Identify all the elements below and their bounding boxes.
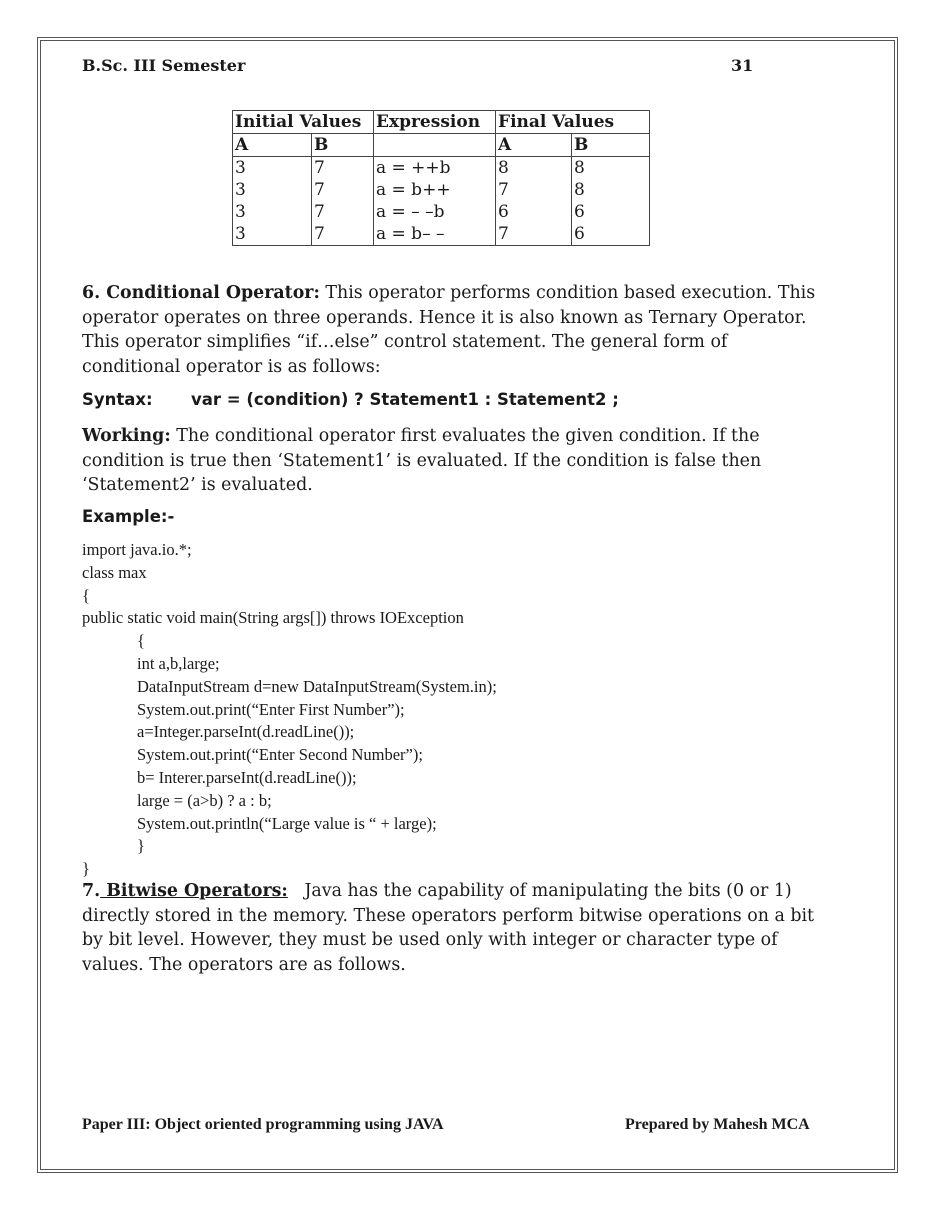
example-label: Example:-: [82, 507, 175, 526]
table-cell: 7: [312, 179, 374, 201]
table-cell: a = b– –: [374, 223, 496, 246]
table-cell: 6: [496, 201, 572, 223]
code-line: {: [82, 585, 90, 605]
code-line: large = (a>b) ? a : b;: [137, 790, 272, 810]
section-7-text: values. The operators are as follows.: [82, 954, 406, 975]
table-row: [233, 201, 650, 223]
code-line: a=Integer.parseInt(d.readLine());: [137, 722, 355, 742]
code-block: [82, 539, 497, 881]
table-cell: 8: [572, 157, 650, 180]
section-7-number: 7.: [82, 881, 101, 901]
table-header-expression: Expression: [374, 111, 496, 134]
syntax-label: Syntax:: [82, 390, 153, 409]
table-cell: 3: [233, 179, 312, 201]
code-line: import java.io.*;: [82, 540, 192, 559]
table-header-final-values: Final Values: [496, 111, 650, 134]
table-cell: 7: [312, 201, 374, 223]
section-7-text: Java has the capability of manipulating the bits (0 or 1): [287, 881, 792, 901]
table-row: [233, 157, 650, 180]
syntax-text: var = (condition) ? Statement1 : Statement2 ;: [191, 390, 619, 409]
table-cell: 6: [572, 201, 650, 223]
table-header-initial-values: Initial Values: [233, 111, 374, 134]
code-line: DataInputStream d=new DataInputStream(System.in);: [137, 676, 497, 696]
table-cell: 8: [496, 157, 572, 180]
table-row: [233, 223, 650, 246]
table-cell: 3: [233, 201, 312, 223]
table-row: [233, 179, 650, 201]
header-course: B.Sc. III Semester: [82, 56, 246, 75]
table-subheader-a: A: [233, 134, 312, 157]
increment-decrement-table: [232, 110, 650, 246]
table-cell: 3: [233, 223, 312, 246]
working-text: The conditional operator first evaluates the given condition. If the: [170, 426, 760, 446]
page-number: 31: [731, 56, 754, 75]
code-line: {: [137, 631, 145, 651]
section-6-text: conditional operator is as follows:: [82, 356, 381, 377]
table-cell: a = b++: [374, 179, 496, 201]
section-7-paragraph: [82, 879, 827, 977]
table-subheader-b: B: [572, 134, 650, 157]
footer-paper-title: Paper III: Object oriented programming using JAVA: [82, 1116, 444, 1133]
code-line: b= Interer.parseInt(d.readLine());: [137, 767, 357, 787]
section-7-heading: Bitwise Operators:: [100, 881, 288, 901]
section-7-text: directly stored in the memory. These operators perform bitwise operations on a bit: [82, 905, 815, 926]
table-cell: a = ++b: [374, 157, 496, 180]
code-line: System.out.print(“Enter Second Number”);: [137, 745, 423, 765]
table-group-header-row: [233, 111, 650, 134]
section-6-text: This operator simplifies “if…else” control statement. The general form of: [82, 332, 728, 352]
working-paragraph: [82, 424, 827, 498]
table-cell: 7: [312, 223, 374, 246]
section-7-text: by bit level. However, they must be used only with integer or character type of: [82, 930, 778, 950]
table-cell: 7: [496, 179, 572, 201]
working-text: condition is true then ‘Statement1’ is evaluated. If the condition is false then: [82, 450, 762, 471]
section-6-text: operator operates on three operands. Hence it is also known as Ternary Operator.: [82, 307, 807, 328]
table-subheader-a: A: [496, 134, 572, 157]
table-cell: 6: [572, 223, 650, 246]
working-text: ‘Statement2’ is evaluated.: [82, 475, 313, 495]
table-cell: 3: [233, 157, 312, 180]
code-line: System.out.println(“Large value is “ + large);: [137, 813, 437, 833]
working-label: Working:: [82, 426, 171, 446]
code-line: System.out.print(“Enter First Number”);: [137, 699, 405, 719]
section-6-heading: 6. Conditional Operator:: [82, 283, 320, 303]
table-subheader-blank: [374, 134, 496, 157]
section-6-paragraph: [82, 281, 827, 379]
footer-author: Prepared by Mahesh MCA: [625, 1116, 810, 1133]
code-line: }: [82, 859, 90, 879]
code-line: class max: [82, 562, 147, 582]
table-cell: a = – –b: [374, 201, 496, 223]
code-line: int a,b,large;: [137, 653, 220, 673]
table-cell: 7: [312, 157, 374, 180]
table-cell: 7: [496, 223, 572, 246]
table-subheader-b: B: [312, 134, 374, 157]
section-6-text: This operator performs condition based execution. This: [319, 283, 816, 303]
code-line: public static void main(String args[]) throws IOException: [82, 608, 464, 628]
table-subheader-row: [233, 134, 650, 157]
code-line: }: [137, 836, 145, 856]
table-cell: 8: [572, 179, 650, 201]
